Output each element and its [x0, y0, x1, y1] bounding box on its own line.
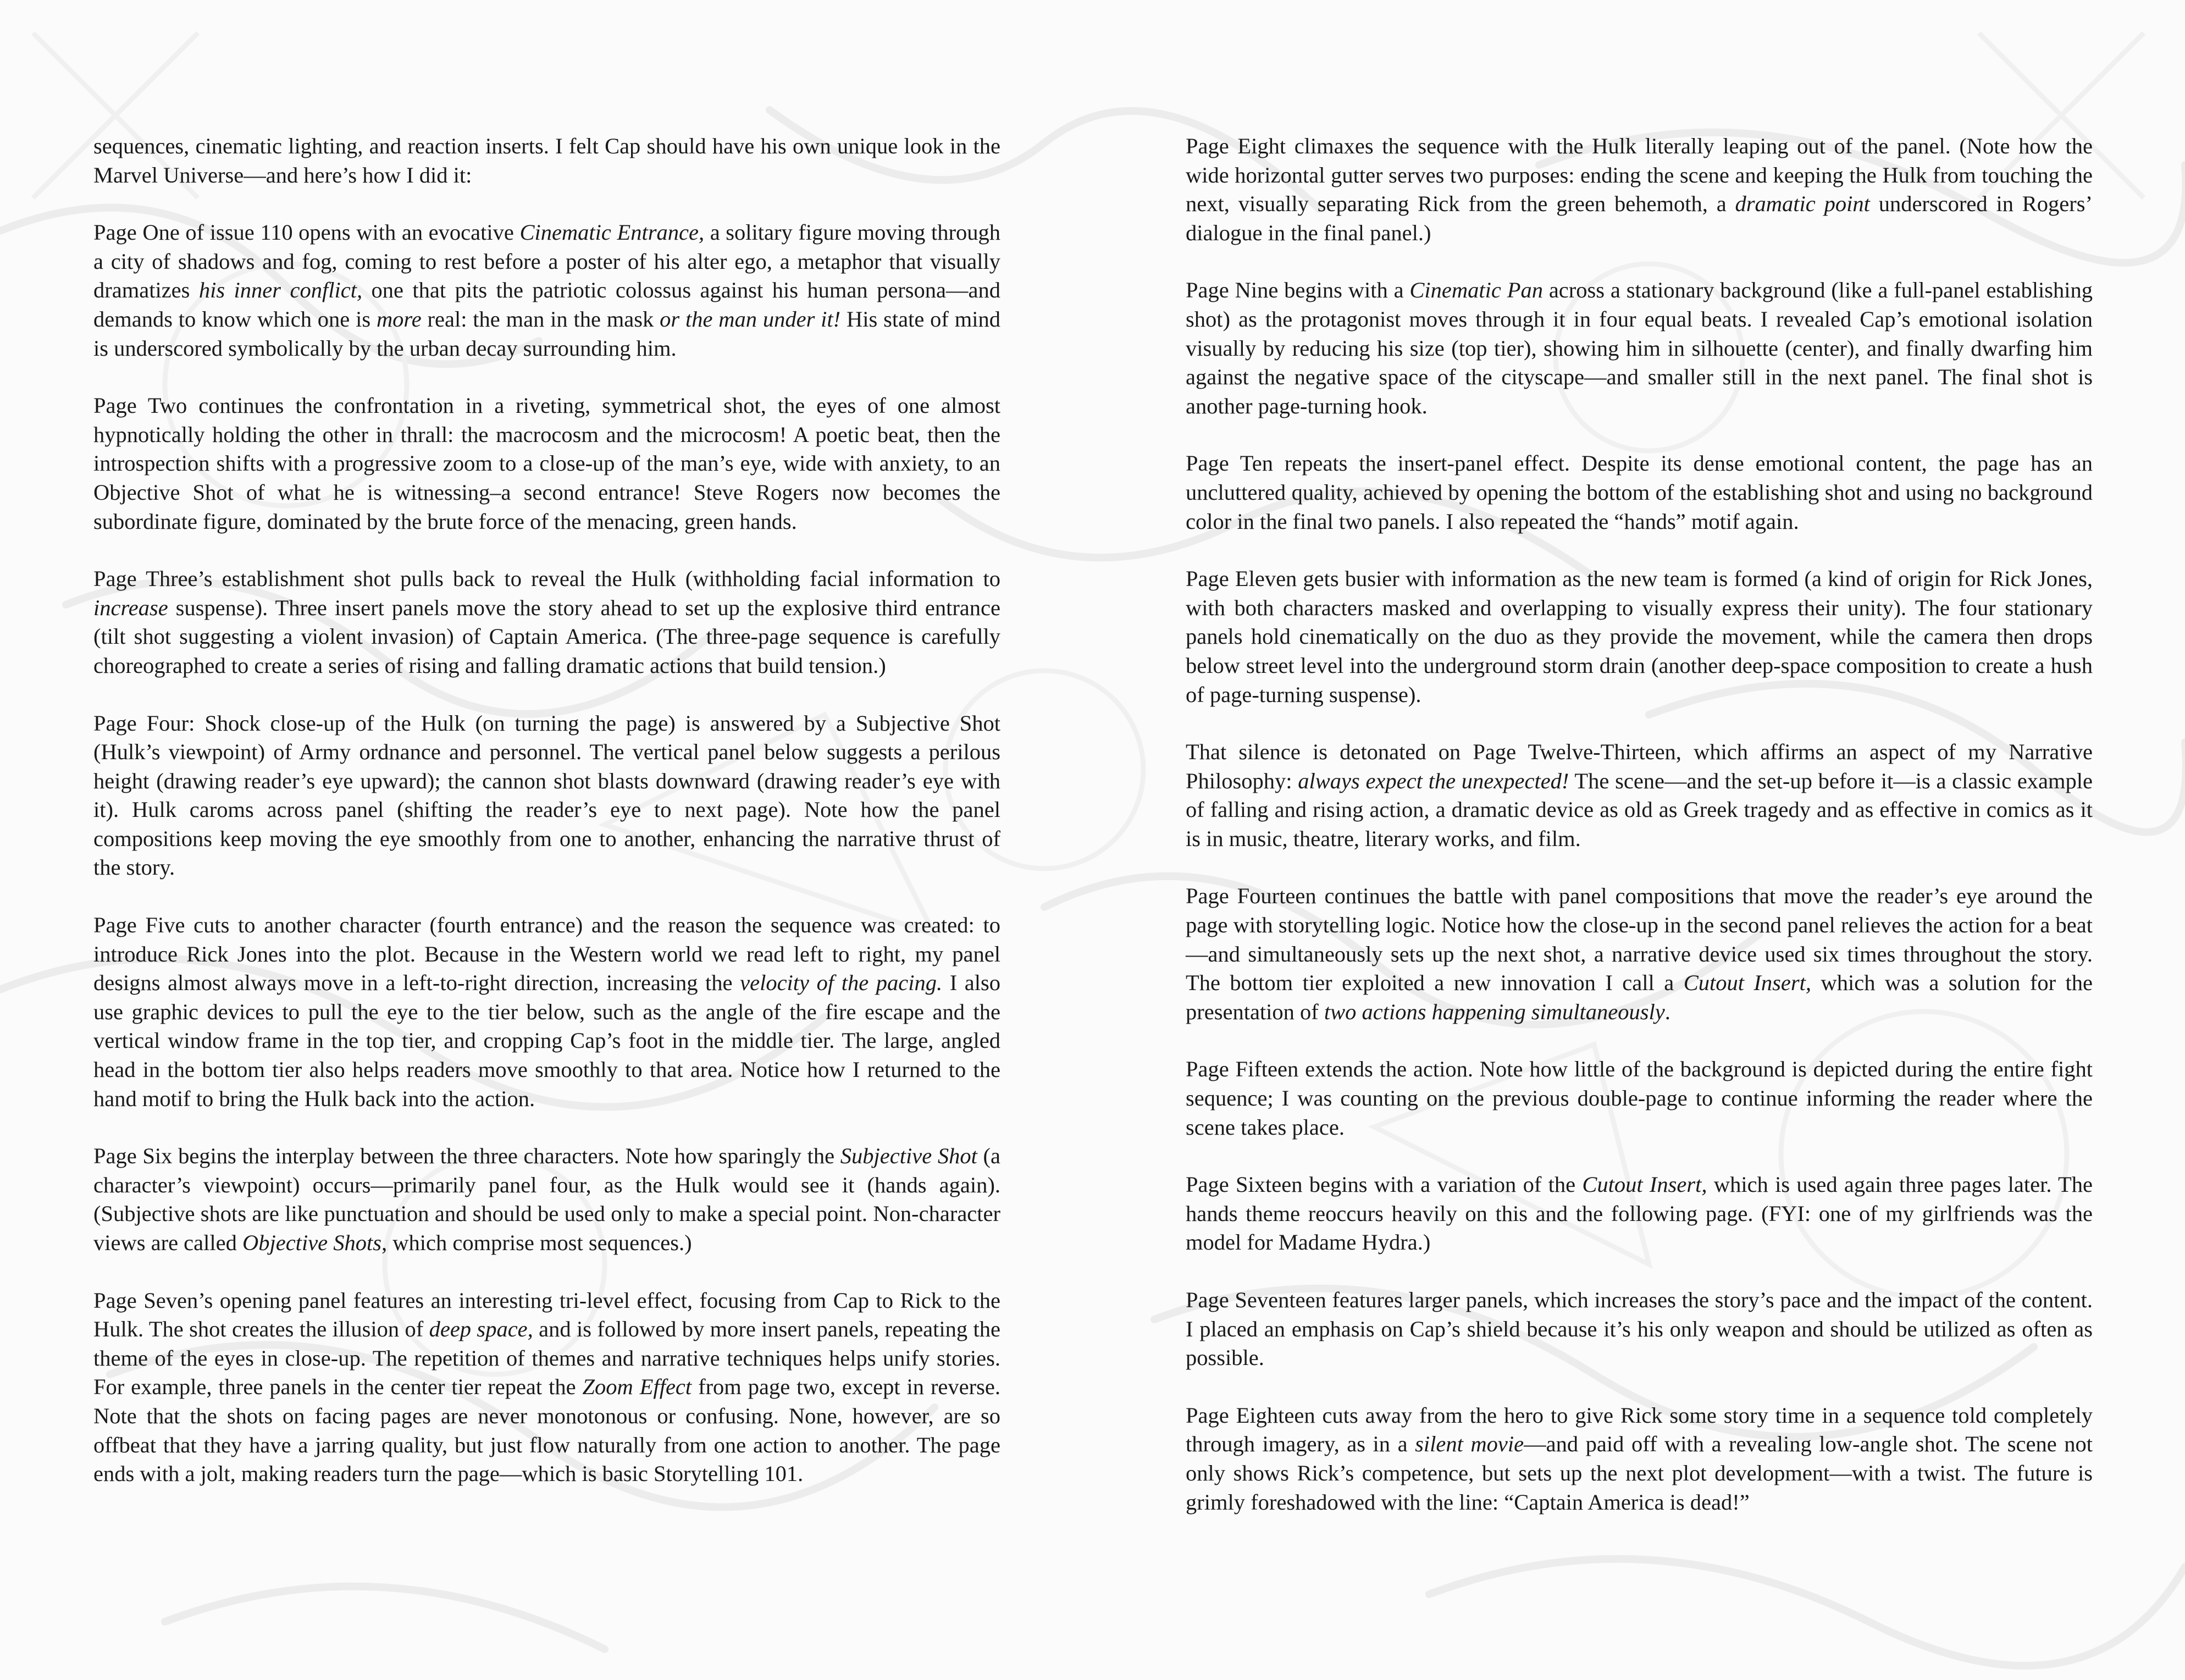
paragraph-page-one	[93, 218, 1000, 363]
italic-phrase: or the man under it!	[660, 306, 841, 331]
italic-phrase: Cutout Insert,	[1683, 970, 1812, 996]
text-run: The scene—and the set-up before it—is a classic example of falling and rising action, a dramatic device as old as Greek tragedy and as effective in comics as it is in music, theatre, literary works, and film.	[1186, 768, 2093, 851]
text-run: and is followed by more insert panels, repeating the theme of the eyes in close-up. The repetition of themes and narrative techniques helps unify stories. For example, three panels in the center tier repeat the	[93, 1317, 1000, 1400]
italic-phrase: his inner conflict,	[198, 278, 363, 303]
italic-phrase: Objective Shots	[242, 1230, 382, 1255]
text-run: Page Eleven gets busier with information as the new team is formed (a kind of origin for Rick Jones, with both characters masked and overlapping to visually express their unity). The four stationary panels hold cinematically on the duo as they provide the movement, while the camera then drops below street level into the underground storm drain (another deep-space composition to create a hush of page-turning suspense).	[1186, 566, 2093, 707]
italic-phrase: silent movie	[1415, 1432, 1524, 1457]
text-run: Page Four: Shock close-up of the Hulk (on turning the page) is answered by a Subjective Shot (Hulk’s viewpoint) of Army ordnance and personnel. The vertical panel below suggests a perilous height (drawing reader’s eye upward); the cannon shot blasts downward (drawing reader’s eye with it). Hulk caroms across panel (shifting the reader’s eye to next page). Note how the panel compositions keep moving the eye smoothly from one to another, enhancing the narrative thrust of the story.	[93, 710, 1000, 880]
italic-phrase: always expect the unexpected!	[1298, 768, 1569, 793]
text-run: Page Three’s establishment shot pulls back to reveal the Hulk (withholding facial information to	[93, 566, 1000, 592]
paragraph-page-three	[93, 565, 1000, 680]
text-run: which is used again three pages later. The hands theme reoccurs heavily on this and the following page. (FYI: one of my girlfriends was the model for Madame Hydra.)	[1186, 1172, 2093, 1255]
text-run: real: the man in the mask	[421, 306, 660, 331]
italic-phrase: Cinematic Entrance,	[519, 220, 705, 245]
text-run: suspense). Three insert panels move the story ahead to set up the explosive third entrance (tilt shot suggesting a violent invasion) of Captain America. (The three-page sequence is carefully choreographed to create a series of rising and falling dramatic actions that build tension.)	[93, 595, 1000, 678]
text-run: —and paid off with a revealing low-angle shot. The scene not only shows Rick’s competence, but sets up the next plot development—with a twist. The future is grimly foreshadowed with the line: “Captain America is dead!”	[1186, 1432, 2093, 1515]
text-run: Page Nine begins with a	[1186, 278, 1410, 303]
paragraph-page-five	[93, 911, 1000, 1113]
text-run: underscored in Rogers’ dialogue in the final panel.)	[1186, 191, 2093, 245]
text-run: sequences, cinematic lighting, and reaction inserts. I felt Cap should have his own unique look in the Marvel Universe—and here’s how I did it:	[93, 134, 1000, 187]
text-run: His state of mind is underscored symbolically by the urban decay surrounding him.	[93, 306, 1000, 361]
paragraph-page-eleven	[1186, 565, 2093, 709]
text-run: Page Five cuts to another character (fourth entrance) and the reason the sequence was created: to introduce Rick Jones into the plot. Because in the Western world we read left to right, my panel designs almost always move in a left-to-right direction, increasing the	[93, 913, 1000, 996]
text-run: which was a solution for the presentation of	[1186, 970, 2093, 1024]
text-run: That silence is detonated on Page Twelve-Thirteen, which affirms an aspect of my Narrative Philosophy:	[1186, 739, 2093, 793]
paragraph-page-eight	[1186, 132, 2093, 247]
text-run: from page two, except in reverse. Note that the shots on facing pages are never monotonous or confusing. None, however, are so offbeat that they have a jarring quality, but just flow naturally from one action to another. The page ends with a jolt, making readers turn the page—which is basic Storytelling 101.	[93, 1374, 1000, 1486]
text-run: Page Two continues the confrontation in a riveting, symmetrical shot, the eyes of one almost hypnotically holding the other in thrall: the macrocosm and the microcosm! A poetic beat, then the introspection shifts with a progressive zoom to a close-up of the man’s eye, wide with anxiety, to an Objective Shot of what he is witnessing–a second entrance! Steve Rogers now becomes the subordinate figure, dominated by the brute force of the menacing, green hands.	[93, 393, 1000, 534]
text-run: Page Eighteen cuts away from the hero to give Rick some story time in a sequence told completely through imagery, as in a	[1186, 1402, 2093, 1457]
paragraph-page-seventeen	[1186, 1286, 2093, 1373]
text-run: across a stationary background (like a full-panel establishing shot) as the protagonist moves through it in four equal beats. I revealed Cap’s emotional isolation visually by reducing his size (top tier), showing him in silhouette (center), and finally dwarfing him against the negative space of the cityscape—and smaller still in the next panel. The final shot is another page-turning hook.	[1186, 278, 2093, 418]
paragraph-page-ten	[1186, 449, 2093, 536]
paragraph-intro-continuation	[93, 132, 1000, 190]
italic-phrase: deep space,	[429, 1317, 533, 1342]
text-run: Page One of issue 110 opens with an evocative	[93, 220, 520, 245]
paragraph-page-fifteen	[1186, 1055, 2093, 1142]
paragraph-page-nine	[1186, 276, 2093, 421]
text-run: Page Six begins the interplay between the three characters. Note how sparingly the	[93, 1143, 840, 1169]
text-run: .	[1664, 999, 1670, 1024]
text-run: Page Fifteen extends the action. Note how little of the background is depicted during the entire fight sequence; I was counting on the previous double-page to continue informing the reader where the scene takes place.	[1186, 1057, 2093, 1140]
text-run: Page Seven’s opening panel features an interesting tri-level effect, focusing from Cap to Rick to the Hulk. The shot creates the illusion of	[93, 1287, 1000, 1342]
italic-phrase: Cinematic Pan	[1409, 278, 1543, 303]
italic-phrase: velocity of the pacing.	[740, 970, 943, 996]
italic-phrase: Subjective Shot	[840, 1143, 977, 1169]
paragraph-page-eighteen	[1186, 1401, 2093, 1517]
italic-phrase: Zoom Effect	[582, 1374, 692, 1400]
text-run: Page Seventeen features larger panels, which increases the story’s pace and the impact of the content. I placed an emphasis on Cap’s shield because it’s his only weapon and should be utilized as often as possible.	[1186, 1287, 2093, 1370]
right-text-column	[1186, 132, 2093, 1545]
paragraph-page-twelve-thirteen	[1186, 738, 2093, 853]
paragraph-page-seven	[93, 1286, 1000, 1489]
text-run: Page Ten repeats the insert-panel effect. Despite its dense emotional content, the page has an uncluttered quality, achieved by opening the bottom of the establishing shot and using no background color in the final two panels. I also repeated the “hands” motif again.	[1186, 451, 2093, 534]
text-run: Page Fourteen continues the battle with panel compositions that move the reader’s eye around the page with storytelling logic. Notice how the close-up in the second panel relieves the action for a beat—and simultaneously sets up the next shot, a narrative device used six times throughout the story. The bottom tier exploited a new innovation I call a	[1186, 883, 2093, 996]
italic-phrase: more	[376, 306, 422, 331]
text-run: I also use graphic devices to pull the eye to the tier below, such as the angle of the fire escape and the vertical window frame in the top tier, and cropping Cap’s foot in the middle tier. The large, angled head in the bottom tier also helps readers move smoothly to that area. Notice how I returned to the hand motif to bring the Hulk back into the action.	[93, 970, 1000, 1111]
paragraph-page-sixteen	[1186, 1170, 2093, 1257]
text-run: a solitary figure moving through a city of shadows and fog, coming to rest before a poster of his alter ego, a metaphor that visually dramatizes	[93, 220, 1000, 303]
paragraph-page-six	[93, 1142, 1000, 1257]
paragraph-page-four	[93, 709, 1000, 883]
text-run: , which comprise most sequences.)	[381, 1230, 692, 1255]
italic-phrase: dramatic point	[1735, 191, 1870, 217]
italic-phrase: two actions happening simultaneously	[1324, 999, 1665, 1024]
text-run: Page Eight climaxes the sequence with the Hulk literally leaping out of the panel. (Note how the wide horizontal gutter serves two purposes: ending the scene and keeping the Hulk from touching the next, visually separating Rick from the green behemoth, a	[1186, 134, 2093, 217]
text-run: one that pits the patriotic colossus against his human persona—and demands to know which one is	[93, 278, 1000, 331]
italic-phrase: increase	[93, 595, 168, 620]
paragraph-page-fourteen	[1186, 882, 2093, 1026]
left-text-column	[93, 132, 1000, 1517]
text-run: Page Sixteen begins with a variation of the	[1186, 1172, 1583, 1197]
italic-phrase: Cutout Insert,	[1582, 1172, 1707, 1197]
text-run: (a character’s viewpoint) occurs—primarily panel four, as the Hulk would see it (hands again). (Subjective shots are like punctuation and should be used only to make a special point. Non-character views are called	[93, 1143, 1000, 1255]
paragraph-page-two	[93, 391, 1000, 536]
